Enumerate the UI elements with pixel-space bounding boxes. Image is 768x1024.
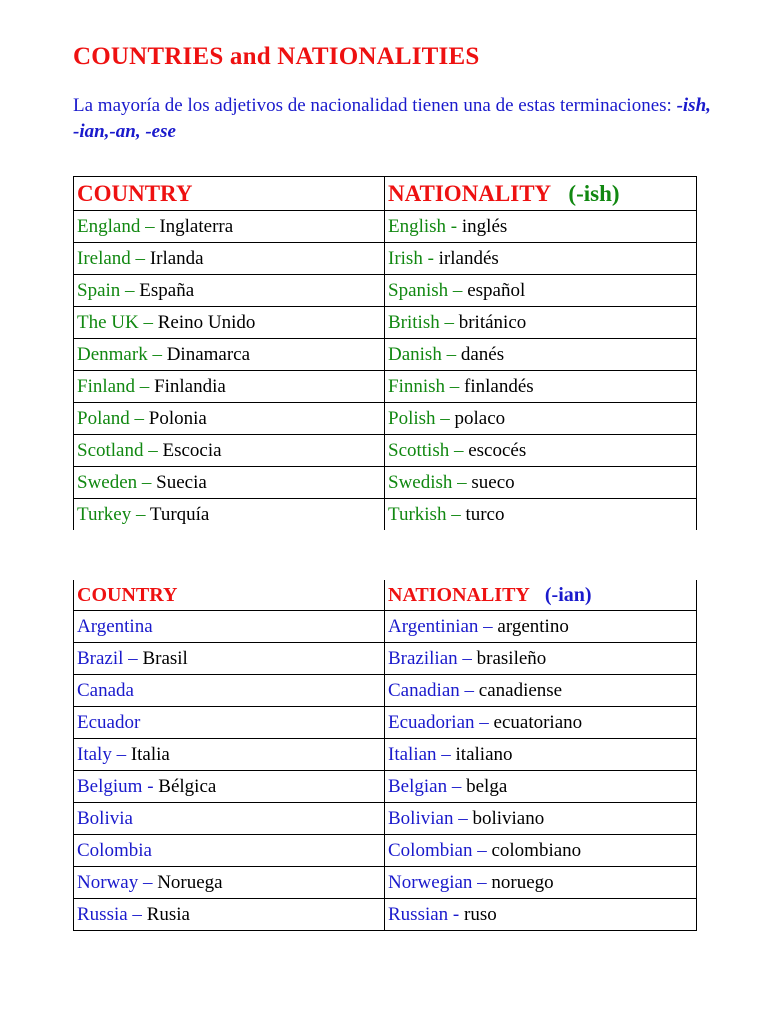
country-name: Argentina	[77, 615, 153, 637]
nationality-name: Swedish –	[388, 471, 467, 493]
nationality-spanish: ecuatoriano	[493, 711, 583, 733]
table-row	[74, 243, 697, 275]
country-cell	[74, 307, 385, 339]
header-nationality: NATIONALITY	[388, 180, 552, 206]
nationality-cell	[385, 307, 697, 339]
nationality-cell	[385, 771, 697, 803]
nationality-spanish: colombiano	[491, 839, 582, 861]
country-name: Denmark –	[77, 343, 162, 365]
table-row	[74, 899, 697, 931]
nationality-cell	[385, 275, 697, 307]
nationality-spanish: escocés	[468, 439, 527, 461]
table-row	[74, 211, 697, 243]
country-spanish: Reino Unido	[157, 311, 256, 333]
country-name: Bolivia	[77, 807, 133, 829]
table-header-row	[74, 177, 697, 211]
nationality-spanish: polaco	[454, 407, 506, 429]
nationality-spanish: noruego	[491, 871, 554, 893]
table-row	[74, 275, 697, 307]
country-name: Ecuador	[77, 711, 141, 733]
country-name: England –	[77, 215, 155, 237]
country-cell	[74, 467, 385, 499]
nationality-name: Irish -	[388, 247, 434, 269]
nationality-spanish: brasileño	[476, 647, 547, 669]
nationality-name: Colombian –	[388, 839, 487, 861]
nationality-name: Bolivian –	[388, 807, 468, 829]
nationality-name: Polish –	[388, 407, 450, 429]
nationality-name: Brazilian –	[388, 647, 472, 669]
nationality-name: Belgian –	[388, 775, 462, 797]
nationality-cell	[385, 467, 697, 499]
nationality-cell	[385, 835, 697, 867]
nationality-cell	[385, 211, 697, 243]
nationality-cell	[385, 371, 697, 403]
country-cell	[74, 739, 385, 771]
nationality-spanish: español	[467, 279, 526, 301]
nationality-name: Turkish –	[388, 503, 461, 525]
nationality-spanish: inglés	[461, 215, 508, 237]
table-row	[74, 675, 697, 707]
nationality-name: Danish –	[388, 343, 457, 365]
table-row	[74, 707, 697, 739]
country-name: Norway –	[77, 871, 153, 893]
country-cell	[74, 643, 385, 675]
country-spanish: Irlanda	[149, 247, 204, 269]
country-spanish: Suecia	[156, 471, 207, 493]
nationality-name: Spanish –	[388, 279, 463, 301]
country-spanish: Turquía	[149, 503, 210, 525]
page-title: COUNTRIES and NATIONALITIES	[73, 43, 480, 70]
country-cell	[74, 371, 385, 403]
table-row	[74, 371, 697, 403]
intro-paragraph	[73, 93, 713, 145]
country-cell	[74, 243, 385, 275]
intro-text: La mayoría de los adjetivos de nacionalidad tienen una de estas terminaciones:	[73, 95, 677, 116]
nationality-cell	[385, 803, 697, 835]
country-spanish: Bélgica	[158, 775, 217, 797]
nationality-cell	[385, 611, 697, 643]
nationality-name: Ecuadorian –	[388, 711, 489, 733]
table-row	[74, 771, 697, 803]
nationality-cell	[385, 643, 697, 675]
country-spanish: Finlandia	[154, 375, 226, 397]
country-spanish: Brasil	[142, 647, 188, 669]
nationality-spanish: sueco	[471, 471, 515, 493]
nationality-spanish: irlandés	[438, 247, 499, 269]
country-cell	[74, 707, 385, 739]
country-spanish: Noruega	[157, 871, 223, 893]
nationality-spanish: boliviano	[472, 807, 545, 829]
header-suffix: (-ian)	[544, 583, 592, 606]
nationality-spanish: ruso	[464, 903, 497, 925]
country-spanish: Dinamarca	[166, 343, 251, 365]
country-cell	[74, 867, 385, 899]
nationality-spanish: danés	[460, 343, 505, 365]
table-row	[74, 307, 697, 339]
country-cell	[74, 435, 385, 467]
country-name: Sweden –	[77, 471, 152, 493]
nationality-name: Norwegian –	[388, 871, 487, 893]
country-name: Spain –	[77, 279, 135, 301]
nationality-cell	[385, 403, 697, 435]
country-spanish: Escocia	[162, 439, 222, 461]
table-row	[74, 499, 697, 531]
nationality-name: British –	[388, 311, 454, 333]
country-cell	[74, 499, 385, 531]
country-name: Italy –	[77, 743, 127, 765]
country-name: Poland –	[77, 407, 145, 429]
country-name: Canada	[77, 679, 134, 701]
nationality-name: English -	[388, 215, 462, 237]
nationality-spanish: finlandés	[464, 375, 534, 397]
nationality-cell	[385, 675, 697, 707]
nationality-name: Russian -	[388, 903, 460, 925]
country-cell	[74, 771, 385, 803]
country-spanish: Polonia	[148, 407, 207, 429]
ian-nationalities-table	[73, 580, 697, 931]
header-country: COUNTRY	[74, 177, 385, 211]
nationality-cell	[385, 339, 697, 371]
nationality-cell	[385, 707, 697, 739]
country-name: Scotland –	[77, 439, 158, 461]
nationality-spanish: canadiense	[478, 679, 563, 701]
table-row	[74, 403, 697, 435]
nationality-cell	[385, 243, 697, 275]
intro-suffixes: -ish, -ian,-an, -ese	[73, 95, 711, 142]
country-cell	[74, 611, 385, 643]
country-cell	[74, 211, 385, 243]
nationality-cell	[385, 867, 697, 899]
country-spanish: Italia	[130, 743, 170, 765]
nationality-name: Finnish –	[388, 375, 460, 397]
ish-nationalities-table	[73, 176, 697, 530]
nationality-name: Canadian –	[388, 679, 475, 701]
nationality-spanish: argentino	[497, 615, 569, 637]
header-country: COUNTRY	[74, 580, 385, 611]
country-cell	[74, 275, 385, 307]
country-cell	[74, 835, 385, 867]
nationality-spanish: italiano	[455, 743, 513, 765]
country-spanish: Rusia	[146, 903, 190, 925]
nationality-name: Italian –	[388, 743, 451, 765]
country-name: Belgium -	[77, 775, 154, 797]
nationality-spanish: británico	[458, 311, 527, 333]
country-name: Brazil –	[77, 647, 138, 669]
table-row	[74, 803, 697, 835]
table-row	[74, 739, 697, 771]
country-spanish: España	[139, 279, 195, 301]
country-name: Ireland –	[77, 247, 146, 269]
country-name: Russia –	[77, 903, 142, 925]
table-row	[74, 643, 697, 675]
country-cell	[74, 403, 385, 435]
nationality-name: Argentinian –	[388, 615, 493, 637]
nationality-cell	[385, 499, 697, 531]
nationality-spanish: belga	[466, 775, 508, 797]
country-cell	[74, 339, 385, 371]
header-nationality: NATIONALITY	[388, 583, 530, 606]
table-row	[74, 867, 697, 899]
table-row	[74, 435, 697, 467]
nationality-spanish: turco	[465, 503, 505, 525]
table-row	[74, 467, 697, 499]
table-row	[74, 835, 697, 867]
nationality-cell	[385, 899, 697, 931]
country-name: Finland –	[77, 375, 150, 397]
nationality-name: Scottish –	[388, 439, 464, 461]
country-cell	[74, 675, 385, 707]
country-cell	[74, 803, 385, 835]
table-header-row	[74, 580, 697, 611]
country-name: The UK –	[77, 311, 153, 333]
nationality-cell	[385, 739, 697, 771]
country-spanish: Inglaterra	[159, 215, 234, 237]
nationality-cell	[385, 435, 697, 467]
country-name: Colombia	[77, 839, 152, 861]
header-nationality-cell	[385, 177, 697, 211]
country-cell	[74, 899, 385, 931]
country-name: Turkey –	[77, 503, 146, 525]
header-suffix: (-ish)	[568, 180, 620, 206]
table-row	[74, 611, 697, 643]
header-nationality-cell	[385, 580, 697, 611]
table-row	[74, 339, 697, 371]
